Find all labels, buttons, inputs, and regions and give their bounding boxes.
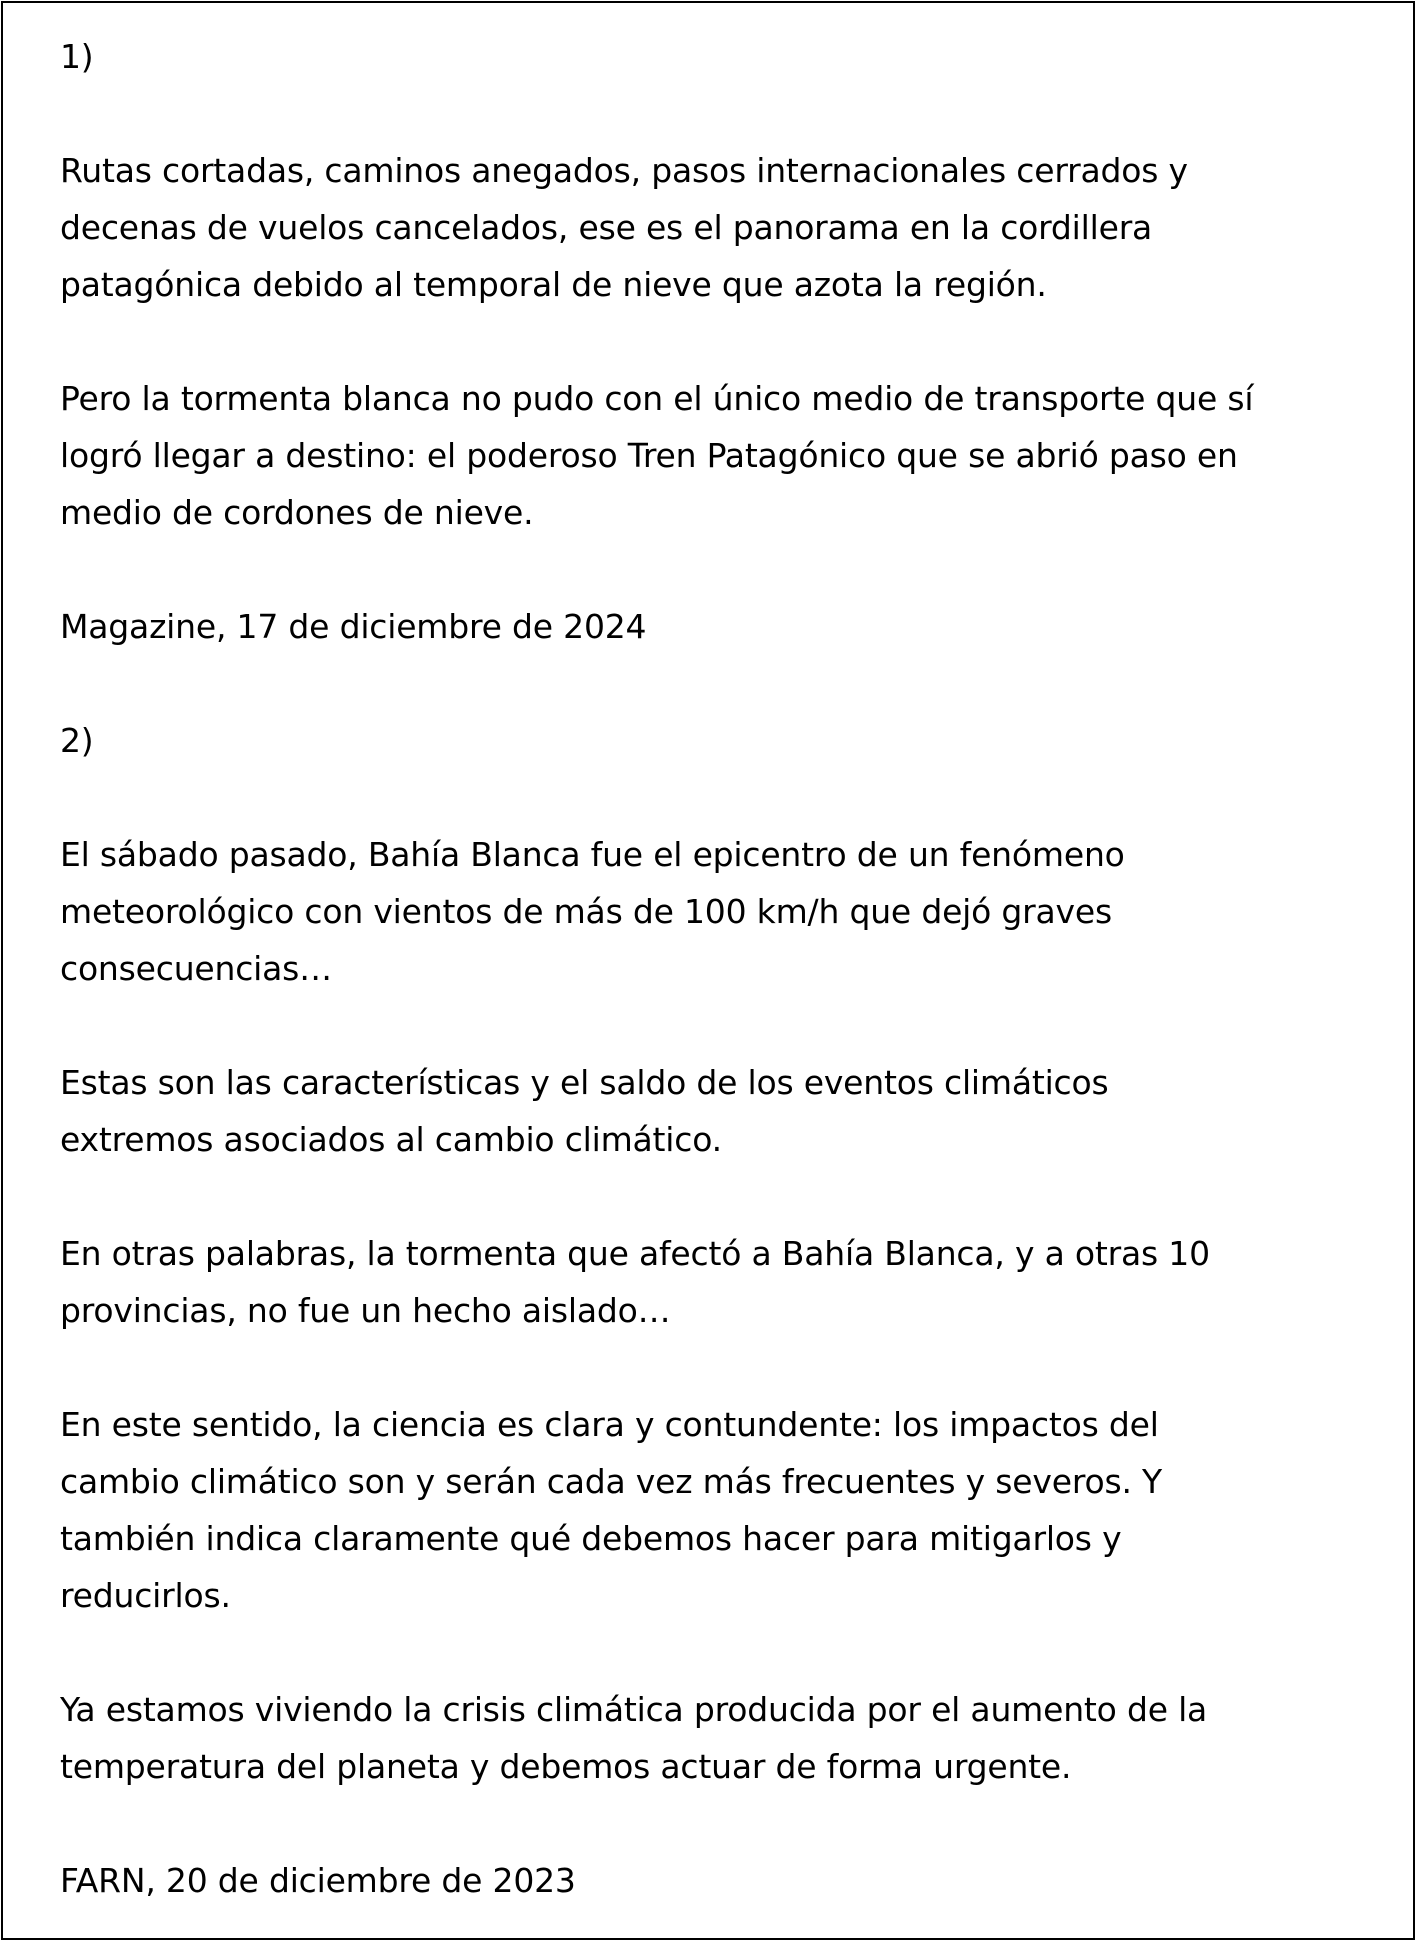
text-line: El sábado pasado, Bahía Blanca fue el epicentro de un fenómeno (60, 835, 1125, 874)
section-1-paragraph-2 (60, 370, 1400, 541)
text-line: decenas de vuelos cancelados, ese es el panorama en la cordillera (60, 208, 1153, 247)
text-line: En otras palabras, la tormenta que afectó a Bahía Blanca, y a otras 10 (60, 1234, 1210, 1273)
section-2-paragraph-1 (60, 826, 1400, 997)
section-2-paragraph-3 (60, 1225, 1400, 1339)
source-citation: Magazine, 17 de diciembre de 2024 (60, 607, 647, 646)
section-2-source (60, 1852, 1400, 1909)
text-line: Pero la tormenta blanca no pudo con el único medio de transporte que sí (60, 379, 1254, 418)
text-line: meteorológico con vientos de más de 100 km/h que dejó graves (60, 892, 1112, 931)
text-line: Rutas cortadas, caminos anegados, pasos internacionales cerrados y (60, 151, 1188, 190)
text-line: logró llegar a destino: el poderoso Tren Patagónico que se abrió paso en (60, 436, 1238, 475)
text-line: también indica claramente qué debemos hacer para mitigarlos y (60, 1519, 1122, 1558)
section-2-paragraph-5 (60, 1681, 1400, 1795)
text-line: Estas son las características y el saldo de los eventos climáticos (60, 1063, 1109, 1102)
text-line: En este sentido, la ciencia es clara y contundente: los impactos del (60, 1405, 1159, 1444)
text-line: temperatura del planeta y debemos actuar de forma urgente. (60, 1747, 1072, 1786)
section-2-paragraph-2 (60, 1054, 1400, 1168)
text-line: medio de cordones de nieve. (60, 493, 534, 532)
text-line: reducirlos. (60, 1576, 231, 1615)
text-line: extremos asociados al cambio climático. (60, 1120, 722, 1159)
text-line: patagónica debido al temporal de nieve que azota la región. (60, 265, 1047, 304)
text-line: Ya estamos viviendo la crisis climática producida por el aumento de la (60, 1690, 1208, 1729)
section-number: 1) (60, 37, 94, 76)
section-2-number (60, 712, 1400, 769)
document-body (60, 28, 1400, 1909)
text-line: consecuencias… (60, 949, 332, 988)
section-number: 2) (60, 721, 94, 760)
text-line: provincias, no fue un hecho aislado… (60, 1291, 671, 1330)
text-line: cambio climático son y serán cada vez más frecuentes y severos. Y (60, 1462, 1162, 1501)
section-1-source (60, 598, 1400, 655)
section-1-number (60, 28, 1400, 85)
section-2-paragraph-4 (60, 1396, 1400, 1624)
section-1-paragraph-1 (60, 142, 1400, 313)
source-citation: FARN, 20 de diciembre de 2023 (60, 1861, 576, 1900)
